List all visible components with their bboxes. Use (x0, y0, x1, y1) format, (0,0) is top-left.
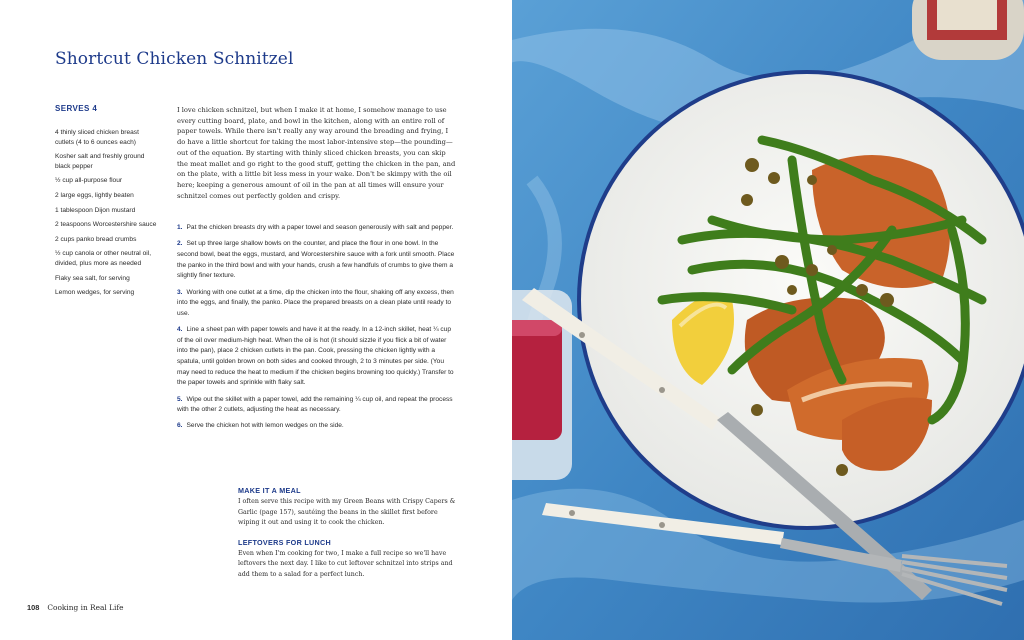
ingredient-item: Kosher salt and freshly ground black pepper (55, 153, 145, 170)
serves-label: SERVES 4 (55, 104, 98, 113)
page-number: 108 (27, 603, 40, 612)
method-step (177, 325, 457, 389)
recipe-intro: I love chicken schnitzel, but when I make it at home, I somehow manage to use every cutting board, plate, and bowl in the kitchen, along with an entire roll of paper towels. While there isn't really any way around the breading and frying, I do have a little shortcut for taking the most labor-intensive step—the pounding—out of the equation. By starting with thinly sliced chicken breasts, you can skip the meat mallet and go right to the good stuff, getting the chicken in the pan, and on the plate, with a little bit less mess in your wake. Don't be skimpy with the oil here; keeping a generous amount of oil in the pan at all times will ensure your schnitzel comes out perfectly golden and crispy. (177, 106, 456, 200)
ingredient-item: Lemon wedges, for serving (55, 289, 135, 297)
step-text: Wipe out the skillet with a paper towel, add the remaining ¼ cup oil, and repeat the process with the other 2 cutlets, adjusting the heat as necessary. (177, 395, 453, 414)
ingredient-item: 1 tablespoon Dijon mustard (55, 206, 136, 214)
step-text: Serve the chicken hot with lemon wedges on the side. (186, 422, 344, 430)
tip-heading: MAKE IT A MEAL (238, 486, 301, 495)
method-step (177, 288, 457, 320)
ingredient-item: ½ cup canola or other neutral oil, divided, plus more as needed (55, 250, 152, 267)
step-number: 2. (177, 240, 183, 248)
ingredient-item: Flaky sea salt, for serving (55, 274, 130, 282)
method-step (177, 223, 457, 234)
tip-text: I often serve this recipe with my Green Beans with Crispy Capers & Garlic (page 157), sautéing the beans in the skillet first before wiping it out and using it to cook the chicken. (238, 498, 456, 527)
method-step (177, 239, 457, 281)
page-footer (27, 603, 124, 612)
step-text: Pat the chicken breasts dry with a paper towel and season generously with salt and pepper. (186, 224, 454, 231)
recipe-tips (238, 486, 458, 590)
ingredient-item: 2 teaspoons Worcestershire sauce (55, 221, 157, 229)
ingredient-item: 4 thinly sliced chicken breast cutlets (4 to 6 ounces each) (55, 129, 139, 146)
ingredient-item: 2 large eggs, lightly beaten (55, 191, 134, 199)
tip-text: Even when I'm cooking for two, I make a full recipe so we'll have leftovers the next day. I like to cut leftover schnitzel into strips and add them to a salad for a perfect lunch. (238, 549, 453, 578)
ingredient-item: ½ cup all-purpose flour (55, 177, 123, 185)
step-text: Set up three large shallow bowls on the counter, and place the flour in one bowl. In the second bowl, beat the eggs, mustard, and Worcestershire sauce with a fork until smooth. Place the panko in the third bowl and with your hands, crush a few handfuls of crumbs to give them a slightly finer texture. (177, 240, 455, 280)
step-text: Line a sheet pan with paper towels and have it at the ready. In a 12-inch skillet, heat ¼ cup of the oil over medium-high heat. When the oil is hot (it should sizzle if you flick a bit of water into the pan), place 2 chicken cutlets in the pan. Cook, pressing the chicken lightly with a spatula, until golden brown on both sides and cooked through, 2 to 3 minutes per side. (You may need to reduce the heat to medium if the chicken begins browning too quickly.) Transfer to the paper towels and sprinkle with flaky salt. (177, 326, 454, 387)
schnitzel-photo (512, 0, 1024, 640)
method-step (177, 395, 457, 416)
step-number: 1. (177, 224, 183, 231)
ingredient-item: 2 cups panko bread crumbs (55, 235, 137, 243)
step-number: 5. (177, 395, 183, 403)
food-photo-page (512, 0, 1024, 640)
step-text: Working with one cutlet at a time, dip the chicken into the flour, shaking off any excess, then into the eggs, and finally, the panko. Place the prepared breasts on a clean plate until ready to use. (177, 288, 454, 317)
ingredient-list (55, 128, 159, 303)
step-number: 3. (177, 288, 183, 296)
recipe-title: Shortcut Chicken Schnitzel (55, 49, 294, 69)
step-number: 6. (177, 422, 183, 430)
method-steps (177, 223, 457, 438)
bottle (912, 0, 1024, 60)
step-number: 4. (177, 326, 183, 334)
tip-heading: LEFTOVERS FOR LUNCH (238, 537, 332, 547)
method-step (177, 421, 457, 432)
book-title: Cooking in Real Life (47, 603, 124, 612)
